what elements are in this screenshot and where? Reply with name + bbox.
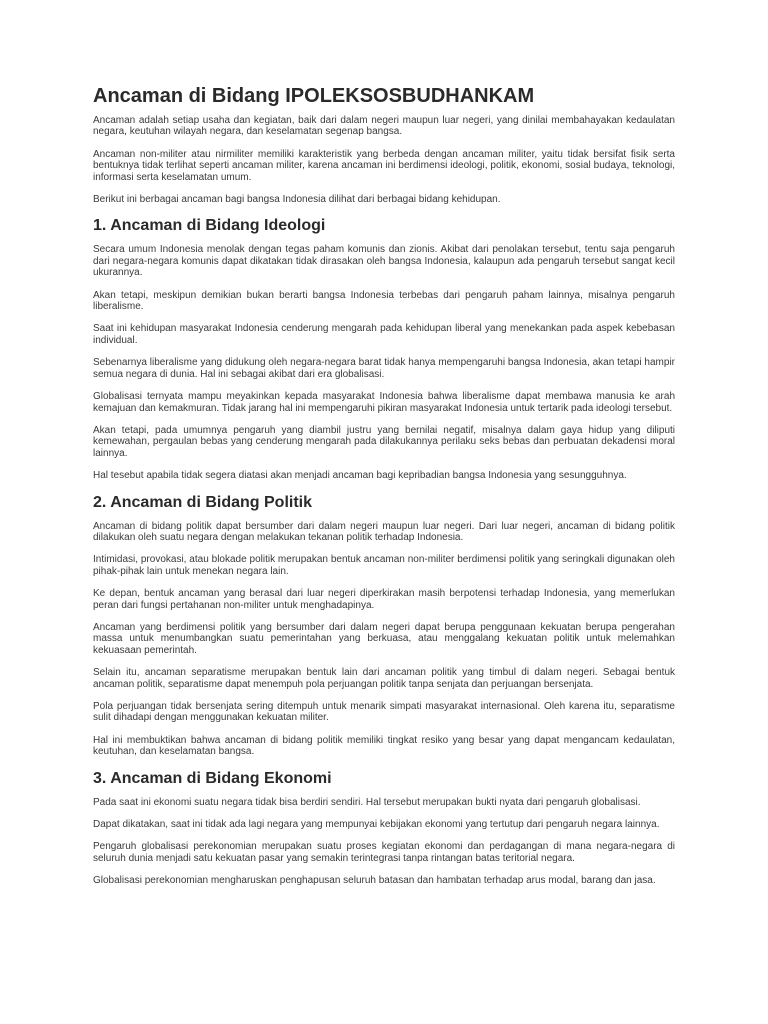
section-paragraph: Pengaruh globalisasi perekonomian merupakan suatu proses kegiatan ekonomi dan perdagangan di mana negara-negara di seluruh dunia menjadi satu kekuatan pasar yang semakin terintegrasi tanpa rintangan batas teritorial negara.	[93, 841, 675, 864]
section-paragraph: Intimidasi, provokasi, atau blokade politik merupakan bentuk ancaman non-militer berdimensi politik yang seringkali digunakan oleh pihak-pihak lain untuk menekan negara lain.	[93, 554, 675, 577]
intro-paragraph: Ancaman adalah setiap usaha dan kegiatan, baik dari dalam negeri maupun luar negeri, yang dinilai membahayakan kedaulatan negara, keutuhan wilayah negara, dan keselamatan segenap bangsa.	[93, 115, 675, 138]
section-paragraph: Akan tetapi, pada umumnya pengaruh yang diambil justru yang bernilai negatif, misalnya dalam gaya hidup yang diliputi kemewahan, pergaulan bebas yang cenderung mengarah pada dilakukannya perilaku seks bebas dan perbuatan dekadensi moral lainnya.	[93, 424, 675, 459]
section-paragraph: Globalisasi perekonomian mengharuskan penghapusan seluruh batasan dan hambatan terhadap arus modal, barang dan jasa.	[93, 875, 656, 887]
section-politik	[93, 493, 675, 758]
section-paragraph: Hal tesebut apabila tidak segera diatasi akan menjadi ancaman bagi kepribadian bangsa Indonesia yang sesungguhnya.	[93, 470, 627, 482]
section-paragraph: Globalisasi ternyata mampu meyakinkan kepada masyarakat Indonesia bahwa liberalisme dapat membawa manusia ke arah kemajuan dan kemakmuran. Tidak jarang hal ini mempengaruhi pikiran masyarakat Indonesia untuk tertarik pada ideologi tersebut.	[93, 391, 675, 414]
section-heading: 3. Ancaman di Bidang Ekonomi	[93, 769, 332, 787]
section-paragraph: Dapat dikatakan, saat ini tidak ada lagi negara yang mempunyai kebijakan ekonomi yang tertutup dari pengaruh negara lainnya.	[93, 819, 660, 831]
section-paragraph: Hal ini membuktikan bahwa ancaman di bidang politik memiliki tingkat resiko yang besar yang dapat mengancam kedaulatan, keutuhan, dan keselamatan bangsa.	[93, 734, 675, 758]
section-ideologi	[93, 216, 675, 481]
section-paragraph: Pada saat ini ekonomi suatu negara tidak bisa berdiri sendiri. Hal tersebut merupakan bukti nyata dari pengaruh globalisasi.	[93, 796, 641, 808]
section-paragraph: Ancaman yang berdimensi politik yang bersumber dari dalam negeri dapat berupa penggunaan kekuatan berupa pengerahan massa untuk menumbangkan suatu pemerintahan yang berkuasa, atau menggalang kekuatan politik untuk melemahkan kekuasaan pemerintah.	[93, 621, 675, 656]
intro-paragraph: Ancaman non-militer atau nirmiliter memiliki karakteristik yang berbeda dengan ancaman militer, yaitu tidak bersifat fisik serta bentuknya tidak terlihat seperti ancaman militer, karena ancaman ini berdimensi ideologi, politik, ekonomi, sosial budaya, teknologi, informasi serta keselamatan umum.	[93, 148, 675, 183]
section-paragraph: Ancaman di bidang politik dapat bersumber dari dalam negeri maupun luar negeri. Dari luar negeri, ancaman di bidang politik dilakukan oleh suatu negara dengan melakukan tekanan politik terhadap Indonesia.	[93, 520, 675, 543]
intro-paragraph: Berikut ini berbagai ancaman bagi bangsa Indonesia dilihat dari berbagai bidang kehidupan.	[93, 194, 501, 206]
section-paragraph: Selain itu, ancaman separatisme merupakan bentuk lain dari ancaman politik yang timbul di dalam negeri. Sebagai bentuk ancaman politik, separatisme dapat menempuh pola perjuangan politik tanpa senjata dan perjuangan bersenjata.	[93, 667, 675, 690]
section-paragraph: Sebenarnya liberalisme yang didukung oleh negara-negara barat tidak hanya mempengaruhi bangsa Indonesia, akan tetapi hampir semua negara di dunia. Hal ini sebagai akibat dari era globalisasi.	[93, 357, 675, 380]
section-paragraph: Saat ini kehidupan masyarakat Indonesia cenderung mengarah pada kehidupan liberal yang menekankan pada aspek kebebasan individual.	[93, 323, 675, 346]
section-paragraph: Akan tetapi, meskipun demikian bukan berarti bangsa Indonesia terbebas dari pengaruh paham lainnya, misalnya pengaruh liberalisme.	[93, 289, 675, 313]
section-paragraph: Secara umum Indonesia menolak dengan tegas paham komunis dan zionis. Akibat dari penolakan tersebut, tentu saja pengaruh dari negara-negara komunis dapat dikatakan tidak dirasakan oleh bangsa Indonesia, kalaupun ada pengaruh tersebut sangat kecil ukurannya.	[93, 244, 675, 279]
section-heading: 1. Ancaman di Bidang Ideologi	[93, 217, 326, 235]
section-heading: 2. Ancaman di Bidang Politik	[93, 493, 312, 511]
document-title: Ancaman di Bidang IPOLEKSOSBUDHANKAM	[93, 85, 535, 107]
section-paragraph: Pola perjuangan tidak bersenjata sering ditempuh untuk menarik simpati masyarakat internasional. Oleh karena itu, separatisme sulit dihadapi dengan menggunakan kekuatan militer.	[93, 701, 675, 724]
intro-section	[93, 115, 675, 205]
section-ekonomi	[93, 769, 675, 887]
section-paragraph: Ke depan, bentuk ancaman yang berasal dari luar negeri diperkirakan masih berpotensi terhadap Indonesia, yang memerlukan peran dari fungsi pertahanan non-militer untuk menghadapinya.	[93, 588, 675, 611]
